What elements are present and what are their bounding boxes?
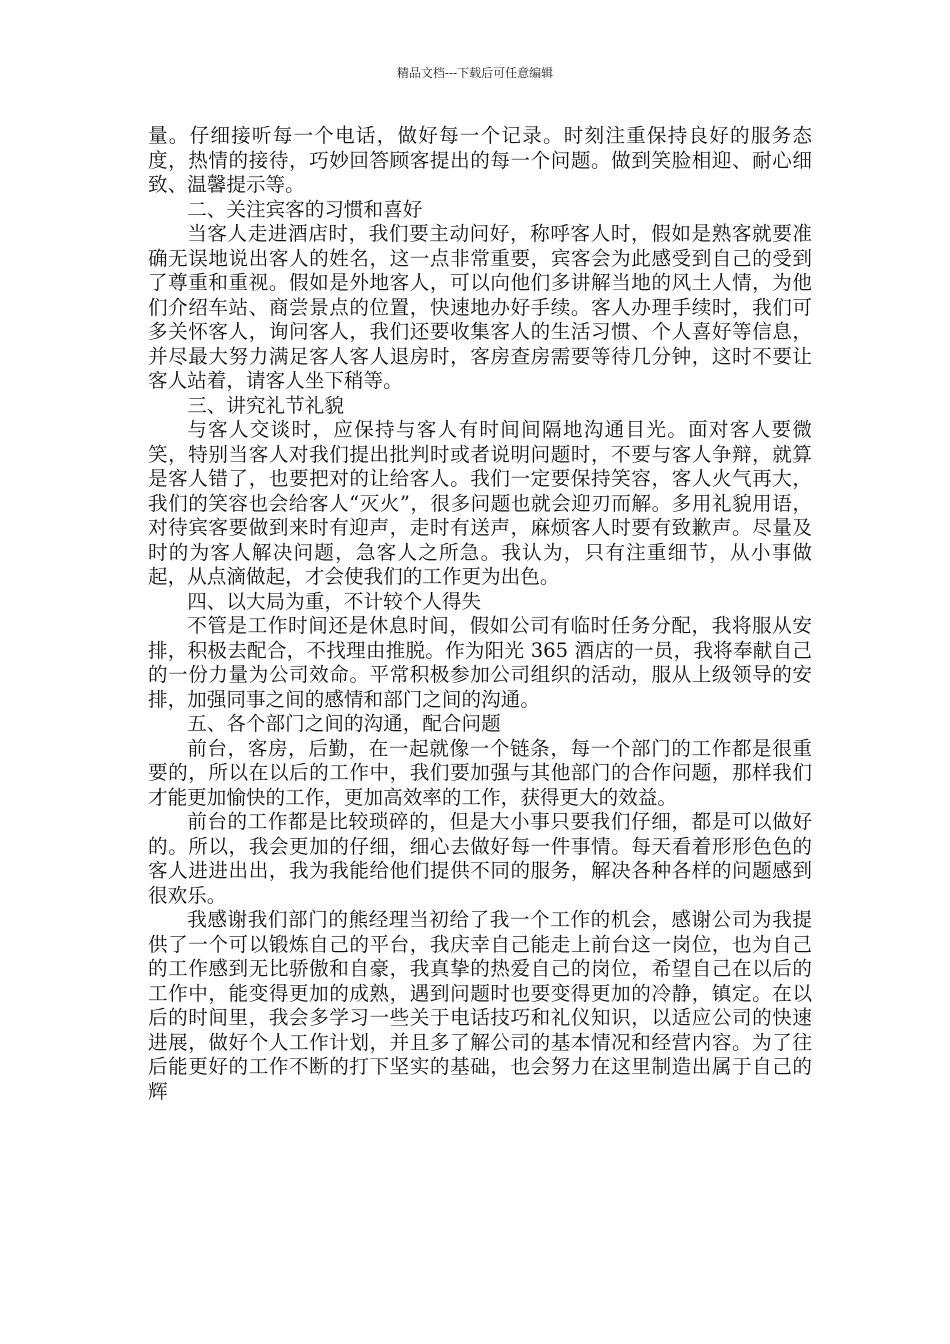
section-heading-2: 二、关注宾客的习惯和喜好 bbox=[187, 197, 423, 221]
page-header: 精品文档---下载后可任意编辑 bbox=[396, 66, 554, 80]
paragraph: 不管是工作时间还是休息时间，假如公司有临时任务分配，我将服从安排，积极去配合，不找理由推脱。作为阳光 365 酒店的一员，我将奉献自己的一份力量为公司效命。平常积极参加公司组织的活动，服从上级领导的安排，加强同事之间的感情和部门之间的沟通。 bbox=[148, 614, 812, 711]
paragraph-continued: 量。仔细接听每一个电话，做好每一个记录。时刻注重保持良好的服务态度，热情的接待，巧妙回答顾客提出的每一个问题。做到笑脸相迎、耐心细致、温馨提示等。 bbox=[148, 124, 812, 196]
section-heading-5: 五、各个部门之间的沟通，配合问题 bbox=[187, 712, 501, 735]
paragraph: 前台的工作都是比较琐碎的，但是大小事只要我们仔细，都是可以做好的。所以，我会更加的仔细，细心去做好每一件事情。每天看着形形色色的客人进进出出，我为我能给他们提供不同的服务，解决各种各样的问题感到很欢乐。 bbox=[148, 810, 812, 907]
paragraph: 我感谢我们部门的熊经理当初给了我一个工作的机会，感谢公司为我提供了一个可以锻炼自己的平台，我庆幸自己能走上前台这一岗位，也为自己的工作感到无比骄傲和自豪，我真挚的热爱自己的岗位，希望自己在以后的工作中，能变得更加的成熟，遇到问题时也要变得更加的冷静，镇定。在以后的时间里，我会多学习一些关于电话技巧和礼仪知识，以适应公司的快速进展，做好个人工作计划，并且多了解公司的基本情况和经营内容。为了往后能更好的工作不断的打下坚实的基础，也会努力在这里制造出属于自己的辉 bbox=[148, 908, 812, 1103]
document-body bbox=[148, 124, 812, 1104]
paragraph: 当客人走进酒店时，我们要主动问好，称呼客人时，假如是熟客就要准确无误地说出客人的姓名，这一点非常重要，宾客会为此感受到自己的受到了尊重和重视。假如是外地客人，可以向他们多讲解当地的风土人情，为他们介绍车站、商尝景点的位置，快速地办好手续。客人办理手续时，我们可多关怀客人，询问客人，我们还要收集客人的生活习惯、个人喜好等信息，并尽最大努力满足客人客人退房时，客房查房需要等待几分钟，这时不要让客人站着，请客人坐下稍等。 bbox=[148, 222, 812, 392]
paragraph: 与客人交谈时，应保持与客人有时间间隔地沟通目光。面对客人要微笑，特别当客人对我们提出批判时或者说明问题时，不要与客人争辩，就算是客人错了，也要把对的让给客人。我们一定要保持笑容，客人火气再大，我们的笑容也会给客人“灭火”，很多问题也就会迎刃而解。多用礼貌用语，对待宾客要做到来时有迎声，走时有送声，麻烦客人时要有致歉声。尽量及时的为客人解决问题，急客人之所急。我认为，只有注重细节，从小事做起，从点滴做起，才会使我们的工作更为出色。 bbox=[148, 418, 812, 588]
section-heading-4: 四、以大局为重，不计较个人得失 bbox=[187, 589, 482, 613]
paragraph: 前台，客房，后勤，在一起就像一个链条，每一个部门的工作都是很重要的，所以在以后的工作中，我们要加强与其他部门的合作问题，那样我们才能更加愉快的工作，更加高效率的工作，获得更大的效益。 bbox=[148, 736, 812, 809]
section-heading-3: 三、讲究礼节礼貌 bbox=[187, 393, 344, 417]
